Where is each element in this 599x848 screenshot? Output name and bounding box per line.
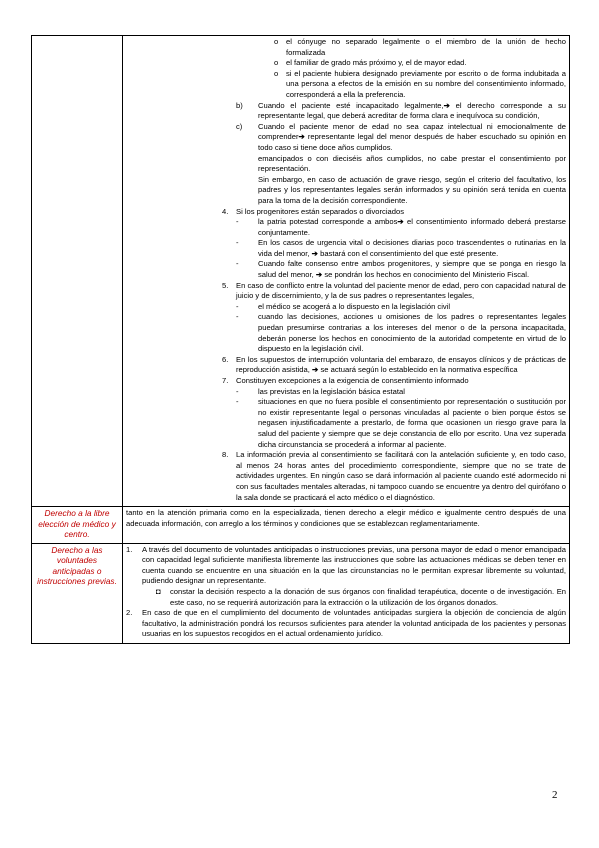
paragraph: Sin embargo, en caso de actuación de grave riesgo, según el criterio del facultativo, los padres y los representantes legales serán informados y su opinión será tenida en cuenta para la toma de la decisión correspondiente. xyxy=(258,174,566,205)
numbered-item-6: 6. En los supuestos de interrupción voluntaria del embarazo, de ensayos clínicos y de prácticas de reproducción asistida, ➔ se actuará según lo establecido en la normativa específica xyxy=(222,354,566,375)
circle-bullet-icon: o xyxy=(274,58,279,68)
arrow-right-icon: ➔ xyxy=(315,270,323,280)
dash-bullet-icon: - xyxy=(236,397,239,407)
dash-bullet-icon: - xyxy=(236,312,239,322)
list-item: - En los casos de urgencia vital o decisiones diarias poco trascendentes o rutinarias en la vida del menor, ➔ bastará con el consentimiento del que esté presente. xyxy=(236,238,566,258)
list-item: - situaciones en que no fuera posible el consentimiento por representación o sustitución por no existir representante legal o personas vinculadas al paciente o bien porque éstos se negasen injustificadamente a prestarlo, de forma que ocasionen un riesgo grave para la salud del paciente y siempre que se deje constancia de ello por escrito. Una vez superada dicha circunstancia se procederá a informar al paciente. xyxy=(236,397,566,449)
row-content-cell xyxy=(123,543,570,643)
arrow-right-icon: ➔ xyxy=(312,365,319,375)
row-label-cell-empty xyxy=(32,36,123,507)
row-label: Derecho a la libre elección de médico y centro. xyxy=(32,507,123,544)
list-item-b: b) Cuando el paciente esté incapacitado legalmente,➔ el derecho corresponde a su representante legal, que deberá acreditar de forma clara e inequívoca su condición, xyxy=(236,100,566,121)
arrow-right-icon: ➔ xyxy=(443,100,451,110)
list-item: - el médico se acogerá a lo dispuesto en la legislación civil xyxy=(236,301,451,311)
numbered-item-8: 8. La información previa al consentimiento se facilitará con la antelación suficiente y, en todo caso, al menos 24 horas antes del procedimiento correspondiente, siempre que no se trate de actividades urgentes. En ningún caso se dará información al paciente cuando esté adormecido ni con sus facultades mentales alteradas, ni tampoco cuando se encuentre ya dentro del quirófano o la sala donde se practicará el acto médico o el diagnóstico. xyxy=(222,450,566,502)
numbered-item-4: 4. Si los progenitores están separados o divorciados xyxy=(222,206,405,216)
dash-bullet-icon: - xyxy=(236,386,239,396)
dash-bullet-icon: - xyxy=(236,259,239,269)
list-item: o el familiar de grado más próximo y, el de mayor edad. xyxy=(274,58,467,68)
dash-bullet-icon: - xyxy=(236,217,239,227)
list-item: - cuando las decisiones, acciones u omisiones de los padres o representantes legales puedan presumirse contrarias a los intereses del menor o de la persona incapacitada, deberán ponerse los hechos en conocimiento de la autoridad competente en virtud de lo dispuesto en la legislación civil. xyxy=(236,312,566,354)
dash-bullet-icon: - xyxy=(236,238,239,248)
list-item: o si el paciente hubiera designado previamente por escrito o de forma indubitada a una persona a efectos de la emisión en su nombre del consentimiento informado, corresponderá a ella la preferencia. xyxy=(274,68,566,99)
list-item: o el cónyuge no separado legalmente o el miembro de la unión de hecho formalizada xyxy=(274,37,566,57)
document-table xyxy=(31,35,570,644)
list-item: - Cuando falte consenso entre ambos progenitores, y siempre que se ponga en riesgo la salud del menor, ➔ se pondrán los hechos en conocimiento del Ministerio Fiscal. xyxy=(236,259,566,280)
numbered-item-5: 5. En caso de conflicto entre la voluntad del paciente menor de edad, pero con capacidad natural de juicio y de discernimiento, y la de sus padres o representantes legales, xyxy=(222,280,566,301)
table-row xyxy=(32,543,570,643)
paragraph: tanto en la atención primaria como en la especializada, tienen derecho a elegir médico e igualmente centro después de una adecuada información, con arreglo a los términos y condiciones que se establezcan reglamentariamente. xyxy=(126,508,566,528)
arrow-right-icon: ➔ xyxy=(298,132,305,142)
list-item: - la patria potestad corresponde a ambos➔ el consentimiento informado deberá prestarse conjuntamente. xyxy=(236,217,566,237)
row-content-cell xyxy=(123,507,570,544)
list-item: - las previstas en la legislación básica estatal xyxy=(236,386,405,396)
numbered-item-7: 7. Constituyen excepciones a la exigencia de consentimiento informado xyxy=(222,376,469,385)
numbered-item-1: 1. A través del documento de voluntades anticipadas o instrucciones previas, una persona mayor de edad o menor emancipada con capacidad legal suficiente manifiesta libremente las instrucciones que sobre las actuaciones médicas se deben tener en cuenta cuando se encuentre en una situación en la que las circunstancias no le permitan expresar libremente su voluntad, pudiendo designar un representante. xyxy=(126,544,566,586)
list-item: ◘ constar la decisión respecto a la donación de sus órganos con finalidad terapéutica, docente o de investigación. En este caso, no se requerirá autorización para la extracción o la utilización de los órganos donados. xyxy=(156,587,566,607)
arrow-right-icon: ➔ xyxy=(311,248,318,258)
row-label: Derecho a las voluntades anticipadas o instrucciones previas. xyxy=(32,543,123,643)
circle-bullet-icon: o xyxy=(274,37,279,46)
table-row xyxy=(32,507,570,544)
paragraph: emancipados o con dieciséis años cumplidos, no cabe prestar el consentimiento por representación. xyxy=(258,153,566,174)
page-number: 2 xyxy=(552,789,558,801)
dash-bullet-icon: - xyxy=(236,301,239,311)
list-item-c: c) Cuando el paciente menor de edad no sea capaz intelectual ni emocionalmente de comprender➔ representante legal del menor después de haber escuchado su opinión en todo caso si tiene doce años cumplidos. xyxy=(236,121,566,152)
circle-bullet-icon: o xyxy=(274,68,279,78)
numbered-item-2: 2. En caso de que en el cumplimiento del documento de voluntades anticipadas surgiera la objeción de conciencia de algún facultativo, la administración pondrá los recursos suficientes para atender la voluntad anticipada de los pacientes y personas usuarias en los supuestos recogidos en el actual ordenamiento jurídico. xyxy=(126,608,566,639)
table-row xyxy=(32,36,570,507)
square-bullet-icon: ◘ xyxy=(156,587,161,596)
row-content-cell xyxy=(123,36,570,507)
arrow-right-icon: ➔ xyxy=(397,217,404,227)
